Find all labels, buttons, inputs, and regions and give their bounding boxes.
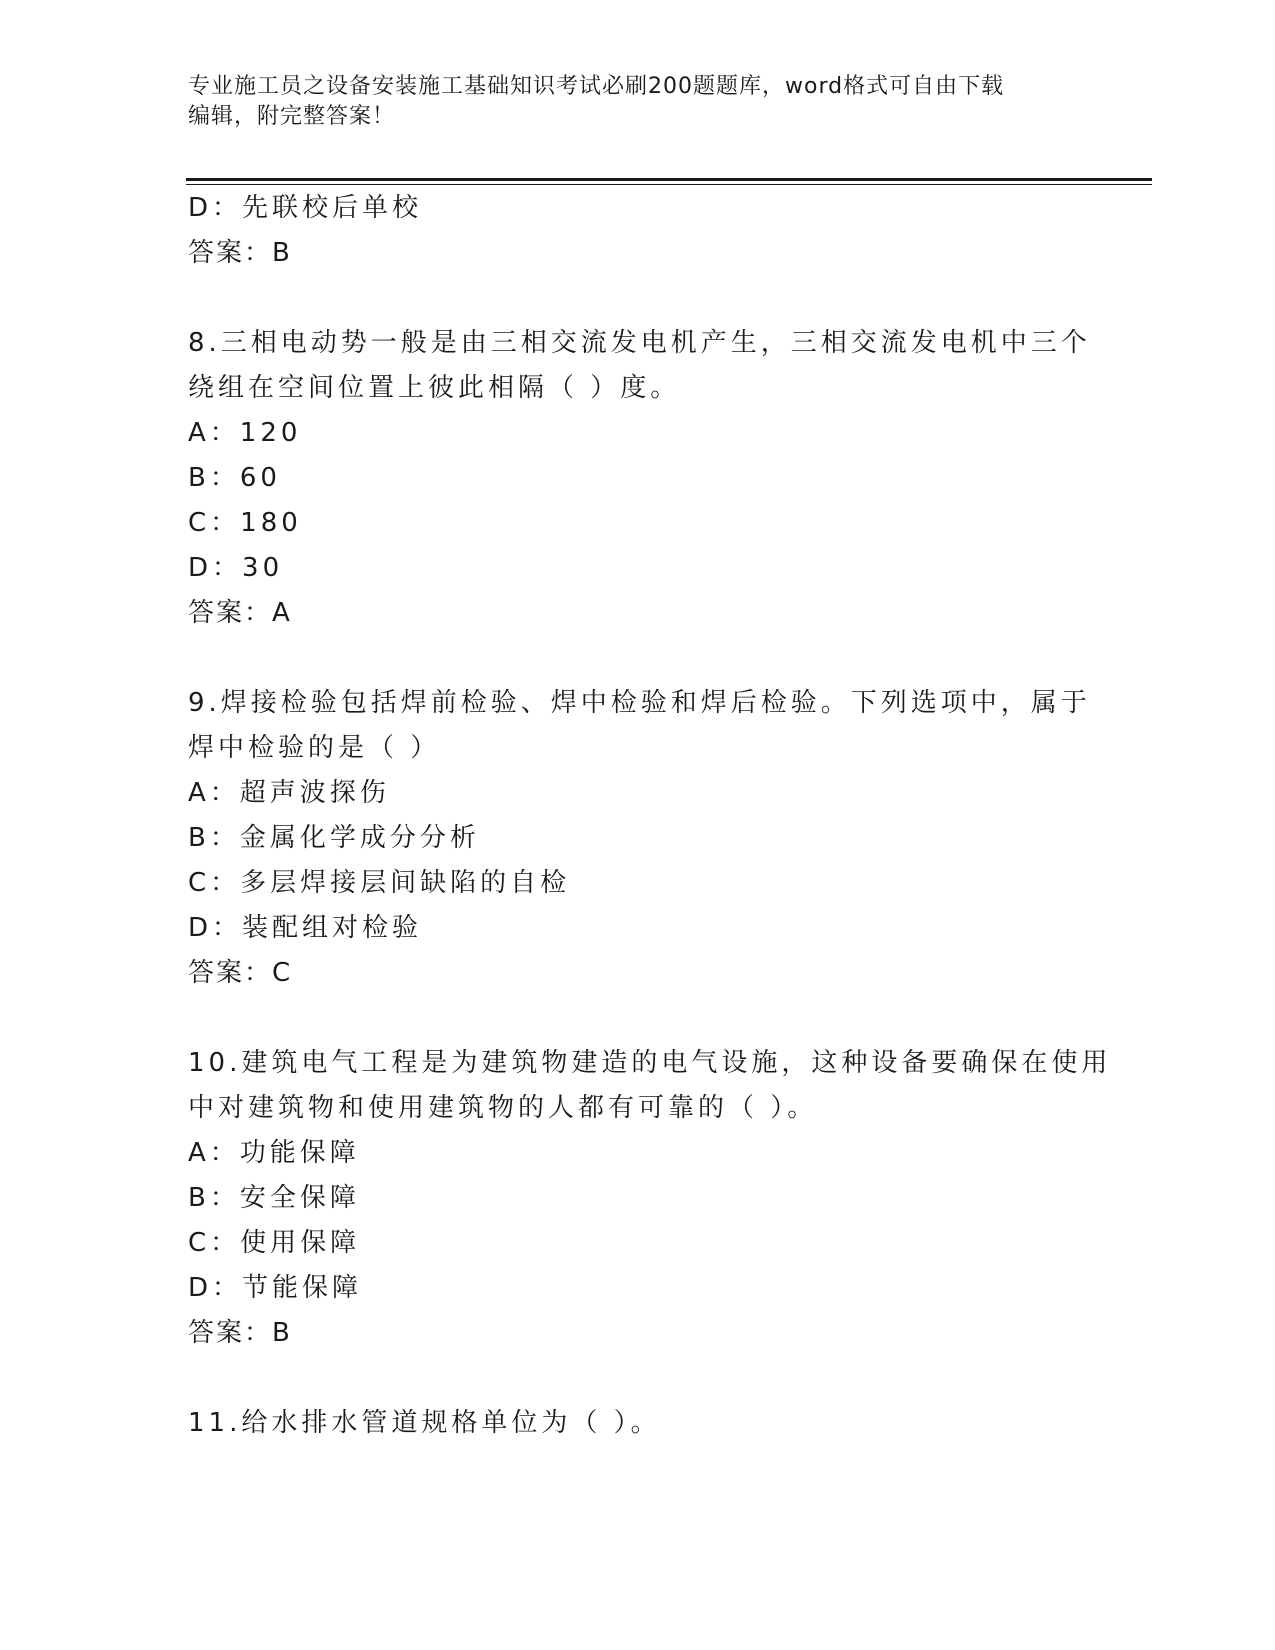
header-divider-thin	[186, 184, 1152, 185]
question-8-answer: 答案：A	[188, 598, 292, 628]
header-title-line-1: 专业施工员之设备安装施工基础知识考试必刷200题题库，word格式可自由下载	[188, 74, 1005, 99]
question-9-answer: 答案：C	[188, 958, 293, 988]
prev-question-option-d: D：先联校后单校	[188, 193, 423, 223]
question-8-option-d: D：30	[188, 553, 284, 583]
question-8-option-c: C：180	[188, 508, 302, 538]
question-8-line-2: 绕组在空间位置上彼此相隔（ ）度。	[188, 373, 681, 403]
document-header	[188, 72, 1068, 132]
header-divider-thick	[186, 178, 1152, 181]
question-9-option-b: B：金属化学成分分析	[188, 823, 480, 853]
question-10-option-d: D：节能保障	[188, 1273, 363, 1303]
header-title-line-2: 编辑，附完整答案！	[188, 104, 396, 129]
question-10-line-2: 中对建筑物和使用建筑物的人都有可靠的（ ）。	[188, 1093, 818, 1123]
question-8-line-1: 8.三相电动势一般是由三相交流发电机产生，三相交流发电机中三个	[188, 328, 1091, 358]
question-9-option-c: C：多层焊接层间缺陷的自检	[188, 868, 571, 898]
question-9-line-1: 9.焊接检验包括焊前检验、焊中检验和焊后检验。下列选项中，属于	[188, 688, 1091, 718]
question-9-line-2: 焊中检验的是（ ）	[188, 733, 441, 763]
question-9-option-d: D：装配组对检验	[188, 913, 423, 943]
question-11-line-1: 11.给水排水管道规格单位为（ ）。	[188, 1408, 661, 1438]
question-10-option-b: B：安全保障	[188, 1183, 360, 1213]
question-8-option-b: B：60	[188, 463, 281, 493]
question-8-option-a: A：120	[188, 418, 302, 448]
prev-question-answer: 答案：B	[188, 238, 292, 268]
question-10-option-c: C：使用保障	[188, 1228, 361, 1258]
question-10-line-1: 10.建筑电气工程是为建筑物建造的电气设施，这种设备要确保在使用	[188, 1048, 1112, 1078]
question-9-option-a: A：超声波探伤	[188, 778, 390, 808]
question-10-option-a: A：功能保障	[188, 1138, 360, 1168]
question-10-answer: 答案：B	[188, 1318, 292, 1348]
